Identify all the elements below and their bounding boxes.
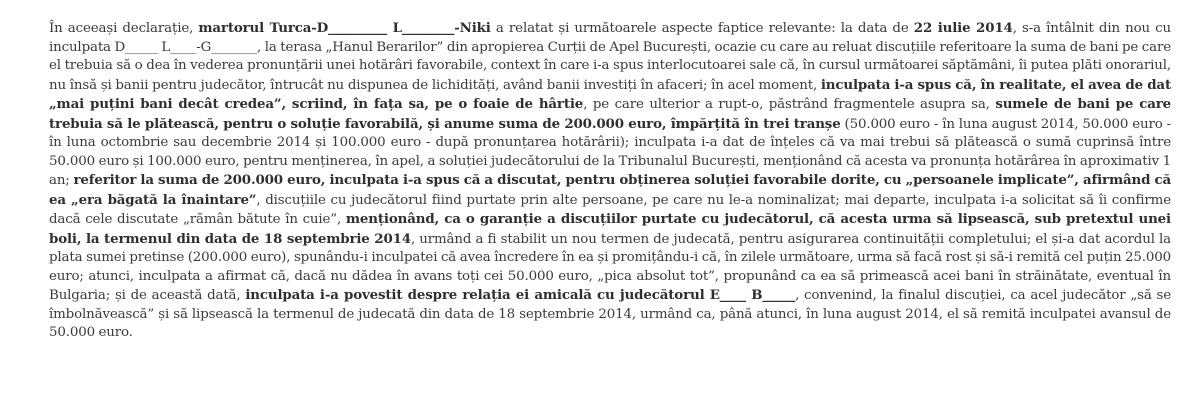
bold-segment-persons-involved: referitor la suma de 200.000 euro, inculpata i-a spus că a discutat, pentru obținerea soluției favorabile dorite, cu „persoanele implicate”, afirmând că ea „era băgată la înaintare” [49, 172, 1171, 208]
text-segment: , pe care ulterior a rupt-o, păstrând fragmentele asupra sa, [583, 97, 996, 112]
bold-segment-guarantee: menționând, ca o garanție a discuțiilor purtate cu judecătorul, că acesta urma să lipsească, sub pretextul unei boli, la termenul din data de 18 septembrie 2014 [49, 211, 1171, 247]
text-segment: (50.000 euro - în luna august 2014, 50.000 euro - în luna octombrie sau decembrie 2014 și 100.000 euro - după pronunțarea hotărârii); inculpata i-a dat de înțeles că va mai trebui să plătească o sumă cuprinsă între 50.000 euro și 100.000 euro, pentru menținerea, în apel, a soluției judecătorului de la Tribunalul București, menționând că acesta va pronunța hotărârea în aproximativ 1 an; [49, 116, 1171, 188]
bold-segment-statement: inculpata i-a spus că, în realitate, el avea de dat „mai puțini bani decât credea”, scriind, în fața sa, pe o foaie de hârtie [49, 76, 1171, 112]
bold-segment-date: 22 iulie 2014 [913, 20, 1013, 36]
bold-segment-relationship: inculpata i-a povestit despre relația ei amicală cu judecătorul E____ B_____ [245, 287, 796, 303]
paragraph [49, 19, 1171, 343]
text-segment: a relatat și următoarele aspecte faptice relevante: la data de [490, 21, 914, 36]
document-body [49, 19, 1171, 343]
text-segment: , urmând a fi stabilit un nou termen de judecată, pentru asigurarea continuității completului; el și-a dat acordul la plata sumei pretinse (200.000 euro), spunându-i inculpatei că avea încredere în ea și promițându-i că, în zilele următoare, urma să facă rost și să-i remită cel puțin 25.000 euro; atunci, inculpata a afirmat că, dacă nu dădea în avans toți cei 50.000 euro, „pica absolut tot”, propunând ca ea să primească acei bani în străinătate, eventual în Bulgaria; și de această dată, [49, 231, 1172, 303]
bold-segment-witness-name: martorul Turca-D_________ L________-Niki [198, 20, 491, 36]
text-segment: , discuțiile cu judecătorul fiind purtate prin alte persoane, pe care nu le-a nominalizat; mai departe, inculpata i-a solicitat să îi confirme dacă cele discutate „rămân bătute în cuie”, [49, 192, 1171, 227]
text-segment: În aceeași declarație, [49, 21, 199, 36]
bold-segment-sums: sumele de bani pe care trebuia să le plătească, pentru o soluție favorabilă, și anume suma de 200.000 euro, împărțită în trei tranșe [49, 96, 1172, 132]
text-segment: , s-a întâlnit din nou cu inculpata D_____ L____-G_______, la terasa „Hanul Berarilor” din apropierea Curții de Apel București, ocazie cu care au reluat discuțiile referitoare la suma de bani pe care el trebuia să o dea în vederea pronunțării unei hotărâri favorabile, context în care i-a spus interlocutoarei sale că, în cursul următoarei săptămâni, îi putea plăti onorariul, nu însă și banii pentru judecător, întrucât nu dispunea de lichidități, având banii investiți în afaceri; în acel moment, [49, 21, 1171, 93]
text-segment: , convenind, la finalul discuției, ca acel judecător „să se îmbolnăvească” și să lipsească la termenul de judecată din data de 18 septembrie 2014, urmând ca, până atunci, în luna august 2014, el să remită inculpatei avansul de 50.000 euro. [49, 288, 1171, 340]
